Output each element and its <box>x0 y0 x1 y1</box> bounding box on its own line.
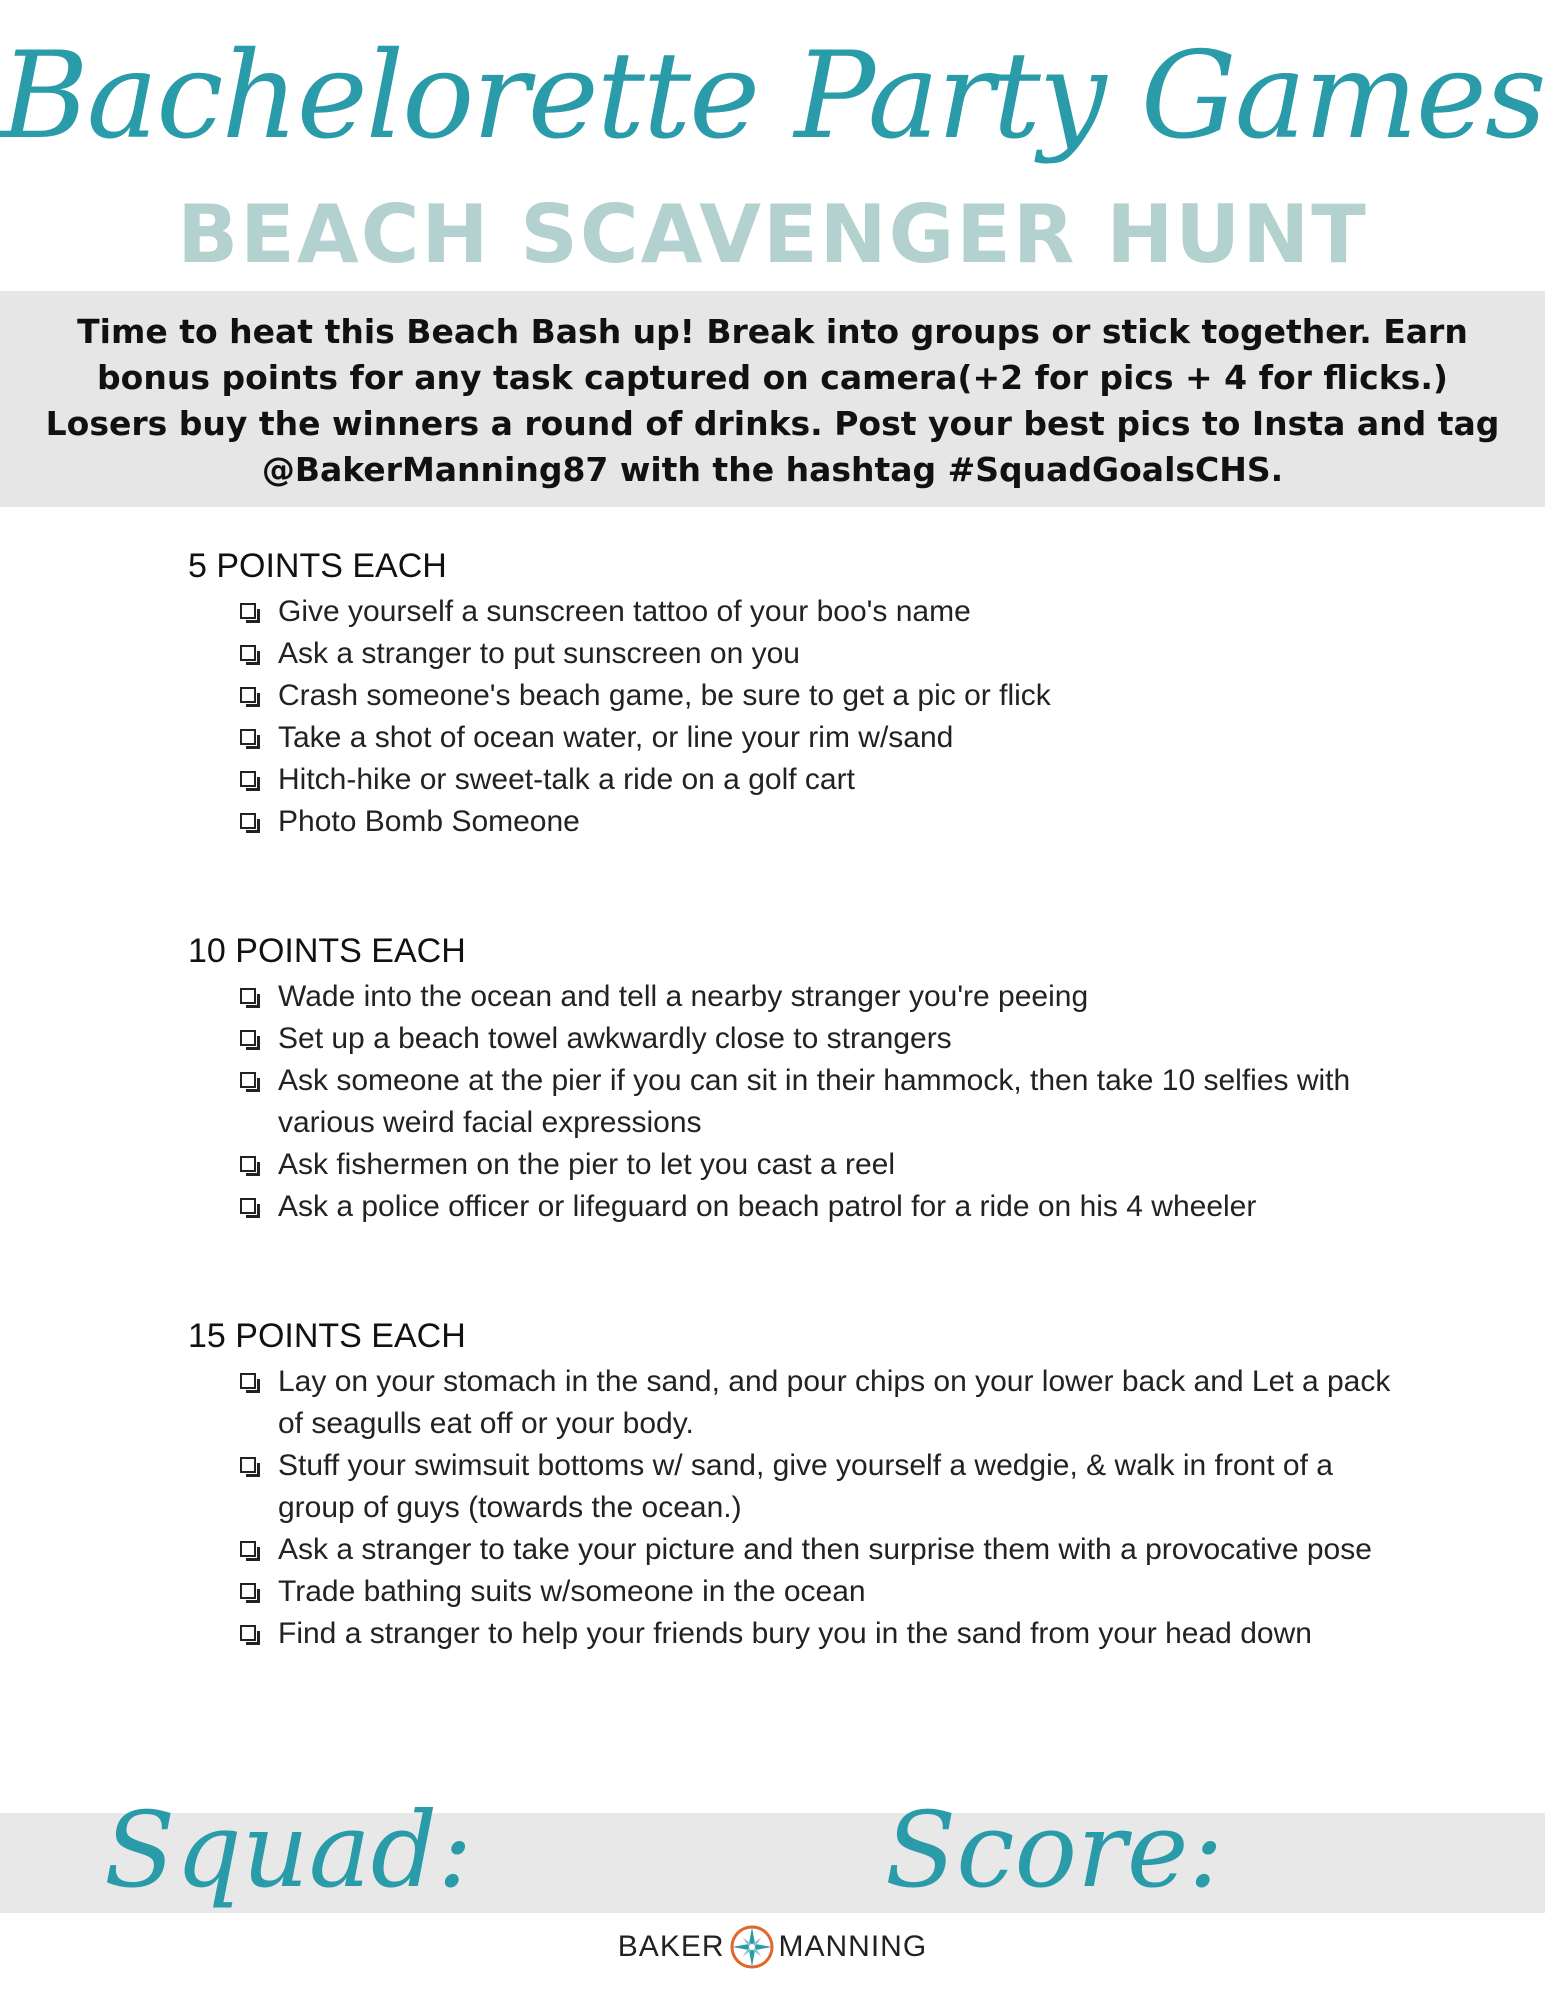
list-item <box>232 1613 1392 1655</box>
list-item <box>232 633 1392 675</box>
list-item-text: Give yourself a sunscreen tattoo of your boo's name <box>278 595 971 628</box>
checkbox-icon[interactable] <box>232 1060 278 1102</box>
logo-word-manning: MANNING <box>778 1930 928 1963</box>
list-item <box>232 1060 1392 1144</box>
checklist-10-points <box>232 976 1392 1228</box>
list-item-text: Hitch-hike or sweet-talk a ride on a golf cart <box>278 763 855 796</box>
section-heading-5-points: 5 POINTS EACH <box>188 547 447 585</box>
list-item <box>232 801 1392 843</box>
list-item-text: Ask someone at the pier if you can sit in their hammock, then take 10 selfies with various weird facial expressions <box>278 1064 1351 1139</box>
list-item-text: Crash someone's beach game, be sure to get a pic or flick <box>278 679 1051 712</box>
intro-band <box>0 291 1545 507</box>
checkbox-icon[interactable] <box>232 1571 278 1613</box>
list-item-text: Ask a police officer or lifeguard on beach patrol for a ride on his 4 wheeler <box>278 1190 1257 1223</box>
checkbox-icon[interactable] <box>232 1361 278 1403</box>
checkbox-icon[interactable] <box>232 1018 278 1060</box>
list-item <box>232 717 1392 759</box>
list-item-text: Set up a beach towel awkwardly close to strangers <box>278 1022 952 1055</box>
checkbox-icon[interactable] <box>232 1445 278 1487</box>
checkbox-icon[interactable] <box>232 675 278 717</box>
checkbox-icon[interactable] <box>232 1613 278 1655</box>
list-item <box>232 591 1392 633</box>
checkbox-icon[interactable] <box>232 717 278 759</box>
section-heading-15-points: 15 POINTS EACH <box>188 1317 466 1355</box>
checkbox-icon[interactable] <box>232 1144 278 1186</box>
list-item <box>232 1186 1392 1228</box>
list-item <box>232 1445 1392 1529</box>
list-item-text: Find a stranger to help your friends bury you in the sand from your head down <box>278 1617 1312 1650</box>
list-item-text: Ask a stranger to take your picture and then surprise them with a provocative pose <box>278 1533 1372 1566</box>
list-item <box>232 675 1392 717</box>
checkbox-icon[interactable] <box>232 1186 278 1228</box>
list-item-text: Ask a stranger to put sunscreen on you <box>278 637 800 670</box>
list-item <box>232 759 1392 801</box>
list-item <box>232 1529 1392 1571</box>
checkbox-icon[interactable] <box>232 801 278 843</box>
list-item-text: Lay on your stomach in the sand, and pour chips on your lower back and Let a pack of seagulls eat off or your body. <box>278 1365 1391 1440</box>
page-title: Bachelorette Party Games <box>0 27 1545 166</box>
list-item-text: Trade bathing suits w/someone in the ocean <box>278 1575 866 1608</box>
brand-logo <box>0 1922 1545 1972</box>
intro-text: Time to heat this Beach Bash up! Break into groups or stick together. Earn bonus points for any task captured on camera(+2 for pics + 4 for flicks.) Losers buy the winners a round of drinks. Post your best pics to Insta and tag @BakerManning87 with the hashtag #SquadGoalsCHS. <box>45 312 1500 489</box>
list-item-text: Stuff your swimsuit bottoms w/ sand, give yourself a wedgie, & walk in front of a group of guys (towards the ocean.) <box>278 1449 1333 1524</box>
list-item-text: Ask fishermen on the pier to let you cast a reel <box>278 1148 895 1181</box>
list-item <box>232 1361 1392 1445</box>
checkbox-icon[interactable] <box>232 1529 278 1571</box>
compass-rose-icon <box>729 1924 775 1970</box>
page-subtitle: BEACH SCAVENGER HUNT <box>177 188 1368 281</box>
squad-label: Squad: <box>104 1789 473 1911</box>
list-item-text: Wade into the ocean and tell a nearby stranger you're peeing <box>278 980 1089 1013</box>
checklist-15-points <box>232 1361 1392 1655</box>
logo-word-baker: BAKER <box>617 1930 725 1963</box>
list-item <box>232 976 1392 1018</box>
score-label: Score: <box>885 1789 1224 1911</box>
checkbox-icon[interactable] <box>232 976 278 1018</box>
list-item-text: Take a shot of ocean water, or line your rim w/sand <box>278 721 954 754</box>
list-item <box>232 1571 1392 1613</box>
list-item <box>232 1144 1392 1186</box>
checkbox-icon[interactable] <box>232 633 278 675</box>
section-heading-10-points: 10 POINTS EACH <box>188 932 466 970</box>
list-item-text: Photo Bomb Someone <box>278 805 580 838</box>
list-item <box>232 1018 1392 1060</box>
checkbox-icon[interactable] <box>232 591 278 633</box>
checkbox-icon[interactable] <box>232 759 278 801</box>
compass-center <box>749 1944 755 1950</box>
checklist-5-points <box>232 591 1392 843</box>
